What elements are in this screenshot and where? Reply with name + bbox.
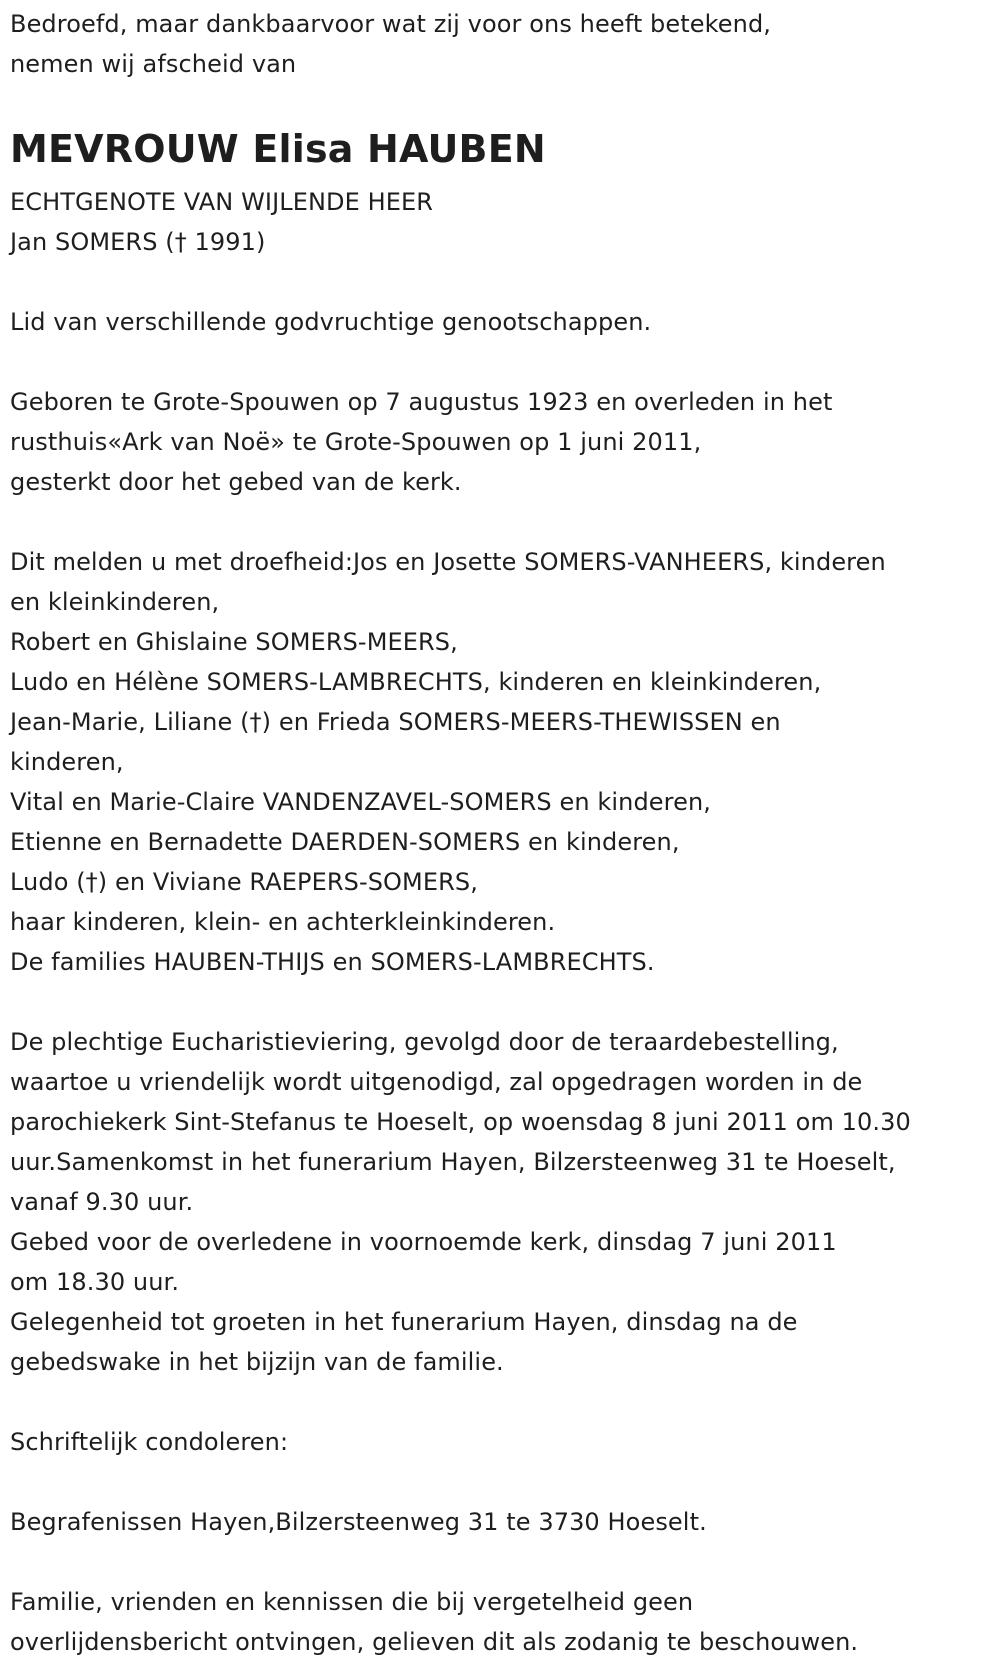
spacer: [10, 502, 985, 542]
intro-line: Bedroefd, maar dankbaarvoor wat zij voor ons heeft betekend,: [10, 10, 772, 38]
intro-line: nemen wij afscheid van: [10, 50, 297, 78]
spacer: [10, 1382, 985, 1422]
closing-line: overlijdensbericht ontvingen, gelieven dit als zodanig te beschouwen.: [10, 1628, 859, 1656]
membership-text: Lid van verschillende godvruchtige genootschappen.: [10, 308, 652, 336]
ceremony-paragraph: [10, 1022, 985, 1382]
family-line: kinderen,: [10, 748, 124, 776]
ceremony-line: gebedswake in het bijzijn van de familie.: [10, 1348, 504, 1376]
ceremony-line: om 18.30 uur.: [10, 1268, 180, 1296]
spouse-name: Jan SOMERS († 1991): [10, 228, 266, 256]
family-line: Etienne en Bernadette DAERDEN-SOMERS en kinderen,: [10, 828, 680, 856]
ceremony-line: parochiekerk Sint-Stefanus te Hoeselt, op woensdag 8 juni 2011 om 10.30: [10, 1108, 911, 1136]
spacer: [10, 342, 985, 382]
spacer: [10, 1462, 985, 1502]
spacer: [10, 1542, 985, 1582]
family-line: Ludo en Hélène SOMERS-LAMBRECHTS, kinderen en kleinkinderen,: [10, 668, 822, 696]
family-paragraph: [10, 542, 985, 982]
family-line: Ludo (†) en Viviane RAEPERS-SOMERS,: [10, 868, 478, 896]
ceremony-line: Gelegenheid tot groeten in het funerarium Hayen, dinsdag na de: [10, 1308, 798, 1336]
family-line: en kleinkinderen,: [10, 588, 220, 616]
ceremony-line: waartoe u vriendelijk wordt uitgenodigd, zal opgedragen worden in de: [10, 1068, 863, 1096]
family-line: Dit melden u met droefheid:Jos en Josette SOMERS-VANHEERS, kinderen: [10, 548, 886, 576]
paragraph-line: rusthuis«Ark van Noë» te Grote-Spouwen op 1 juni 2011,: [10, 428, 702, 456]
family-line: haar kinderen, klein- en achterkleinkinderen.: [10, 908, 556, 936]
condolence-label: Schriftelijk condoleren:: [10, 1428, 289, 1456]
closing-line: Familie, vrienden en kennissen die bij vergetelheid geen: [10, 1588, 694, 1616]
family-line: Jean-Marie, Liliane (†) en Frieda SOMERS-MEERS-THEWISSEN en: [10, 708, 781, 736]
deceased-name: MEVROUW Elisa HAUBEN: [10, 127, 546, 171]
family-line: De families HAUBEN-THIJS en SOMERS-LAMBRECHTS.: [10, 948, 655, 976]
ceremony-line: Gebed voor de overledene in voornoemde kerk, dinsdag 7 juni 2011: [10, 1228, 837, 1256]
paragraph-line: Geboren te Grote-Spouwen op 7 augustus 1923 en overleden in het: [10, 388, 833, 416]
birth-death-paragraph: [10, 382, 985, 502]
ceremony-line: uur.Samenkomst in het funerarium Hayen, Bilzersteenweg 31 te Hoeselt,: [10, 1148, 896, 1176]
deceased-relation: ECHTGENOTE VAN WIJLENDE HEER: [10, 188, 434, 216]
paragraph-line: gesterkt door het gebed van de kerk.: [10, 468, 462, 496]
intro-text: [10, 4, 985, 84]
family-line: Robert en Ghislaine SOMERS-MEERS,: [10, 628, 458, 656]
ceremony-line: De plechtige Eucharistieviering, gevolgd door de teraardebestelling,: [10, 1028, 839, 1056]
spacer: [10, 262, 985, 302]
obituary-notice: [10, 4, 985, 1662]
spacer: [10, 982, 985, 1022]
ceremony-line: vanaf 9.30 uur.: [10, 1188, 194, 1216]
family-line: Vital en Marie-Claire VANDENZAVEL-SOMERS en kinderen,: [10, 788, 712, 816]
closing-paragraph: [10, 1582, 985, 1662]
undertaker-address: Begrafenissen Hayen,Bilzersteenweg 31 te 3730 Hoeselt.: [10, 1508, 707, 1536]
